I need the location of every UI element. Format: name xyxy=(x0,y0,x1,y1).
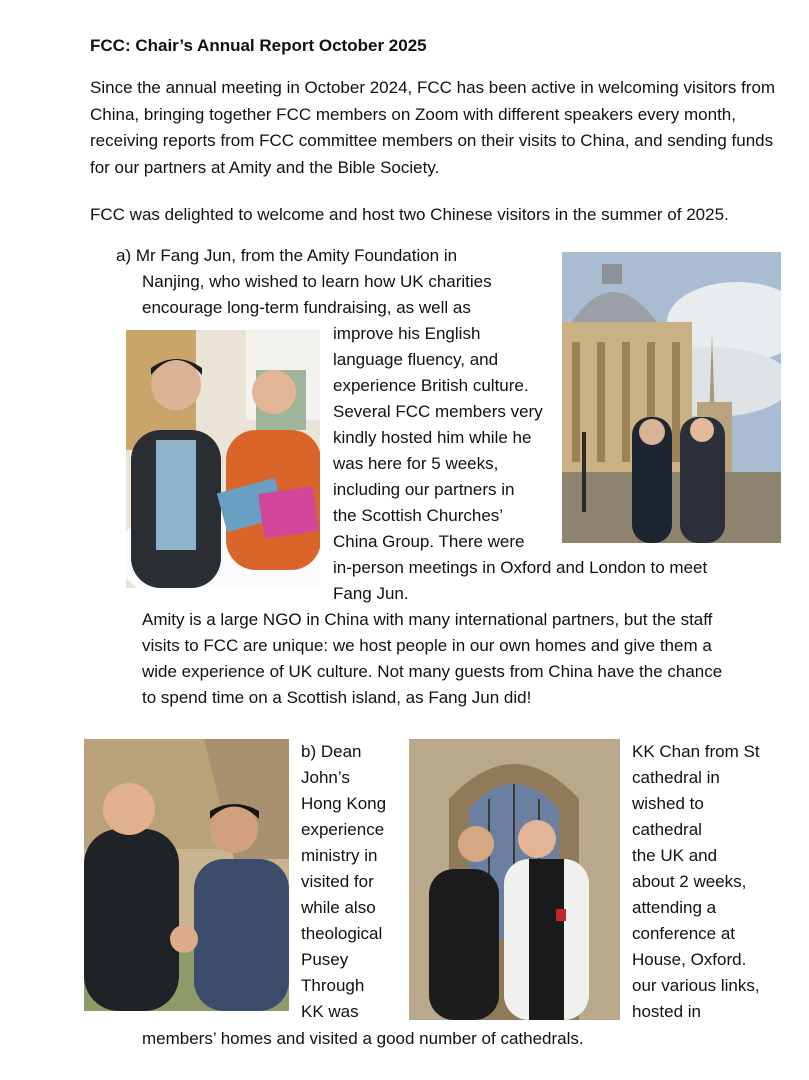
visitors-sentence: FCC was delighted to welcome and host two Chinese visitors in the summer of 2025. xyxy=(90,205,729,224)
amity-line: wide experience of UK culture. Not many guests from China have the chance xyxy=(142,662,723,681)
item-a-line: language fluency, and xyxy=(333,350,499,369)
photo-kk-chan-cathedral xyxy=(409,739,620,1020)
item-a-line: improve his English xyxy=(333,324,481,343)
item-a-line: encourage long-term fundraising, as well as xyxy=(142,298,471,317)
item-a-line: Nanjing, who wished to learn how UK charities xyxy=(142,272,492,291)
item-b-col2-line: about 2 weeks, xyxy=(632,872,747,891)
report-title: FCC: Chair’s Annual Report October 2025 xyxy=(90,36,427,55)
amity-line: visits to FCC are unique: we host people in our own homes and give them a xyxy=(142,636,712,655)
item-b-last-line: members’ homes and visited a good number of cathedrals. xyxy=(142,1029,584,1048)
item-b-col1-line: Pusey xyxy=(301,950,349,969)
item-b-col1-line: John’s xyxy=(301,768,350,787)
item-b-col1-line: KK was xyxy=(301,1002,359,1021)
item-b-col2-line: hosted in xyxy=(632,1002,701,1021)
amity-line: to spend time on a Scottish island, as Fang Jun did! xyxy=(142,688,532,707)
item-b-col1-line: theological xyxy=(301,924,383,943)
item-b-col2-line: wished to xyxy=(632,794,704,813)
item-a-line: the Scottish Churches’ xyxy=(333,506,504,525)
item-b-col1-line: ministry in xyxy=(301,846,378,865)
item-a-line: Several FCC members very xyxy=(333,402,543,421)
item-a-line: experience British culture. xyxy=(333,376,529,395)
photo-dean-handshake xyxy=(84,739,289,1011)
intro-paragraph: Since the annual meeting in October 2024, FCC has been active in welcoming visitors from China, bringing together FCC members on Zoom with different speakers every month, receiving reports from FCC committee members on their visits to China, and sending funds for our partners at Amity and the Bible Society. xyxy=(90,78,776,177)
item-a-line: kindly hosted him while he xyxy=(333,428,532,447)
item-b-col1-line: Hong Kong xyxy=(301,794,387,813)
item-a-line: Fang Jun. xyxy=(333,584,409,603)
item-b-col2-line: KK Chan from St xyxy=(632,742,760,761)
item-b-col2-line: conference at xyxy=(632,924,736,943)
photo-radcliffe-camera xyxy=(562,252,781,543)
item-a-line: including our partners in xyxy=(333,480,515,499)
amity-line: Amity is a large NGO in China with many international partners, but the staff xyxy=(142,610,713,629)
item-b-col1-line: while also xyxy=(301,898,376,917)
item-b-col1-line: experience xyxy=(301,820,385,839)
item-b-col2-line: House, Oxford. xyxy=(632,950,747,969)
item-b-col1-line: b) Dean xyxy=(301,742,362,761)
item-b-col2-line: cathedral xyxy=(632,820,702,839)
item-b-col1-line: Through xyxy=(301,976,365,995)
item-b-col1-line: visited for xyxy=(301,872,374,891)
item-b-col2-line: the UK and xyxy=(632,846,718,865)
photo-fang-jun-table xyxy=(126,330,320,588)
item-a-line: a) Mr Fang Jun, from the Amity Foundation in xyxy=(116,246,458,265)
item-b-col2-line: our various links, xyxy=(632,976,760,995)
item-a-line: was here for 5 weeks, xyxy=(333,454,499,473)
item-a-line: China Group. There were xyxy=(333,532,525,551)
item-a-line: in-person meetings in Oxford and London to meet xyxy=(333,558,708,577)
item-b-col2-line: attending a xyxy=(632,898,717,917)
item-b-col2-line: cathedral in xyxy=(632,768,720,787)
